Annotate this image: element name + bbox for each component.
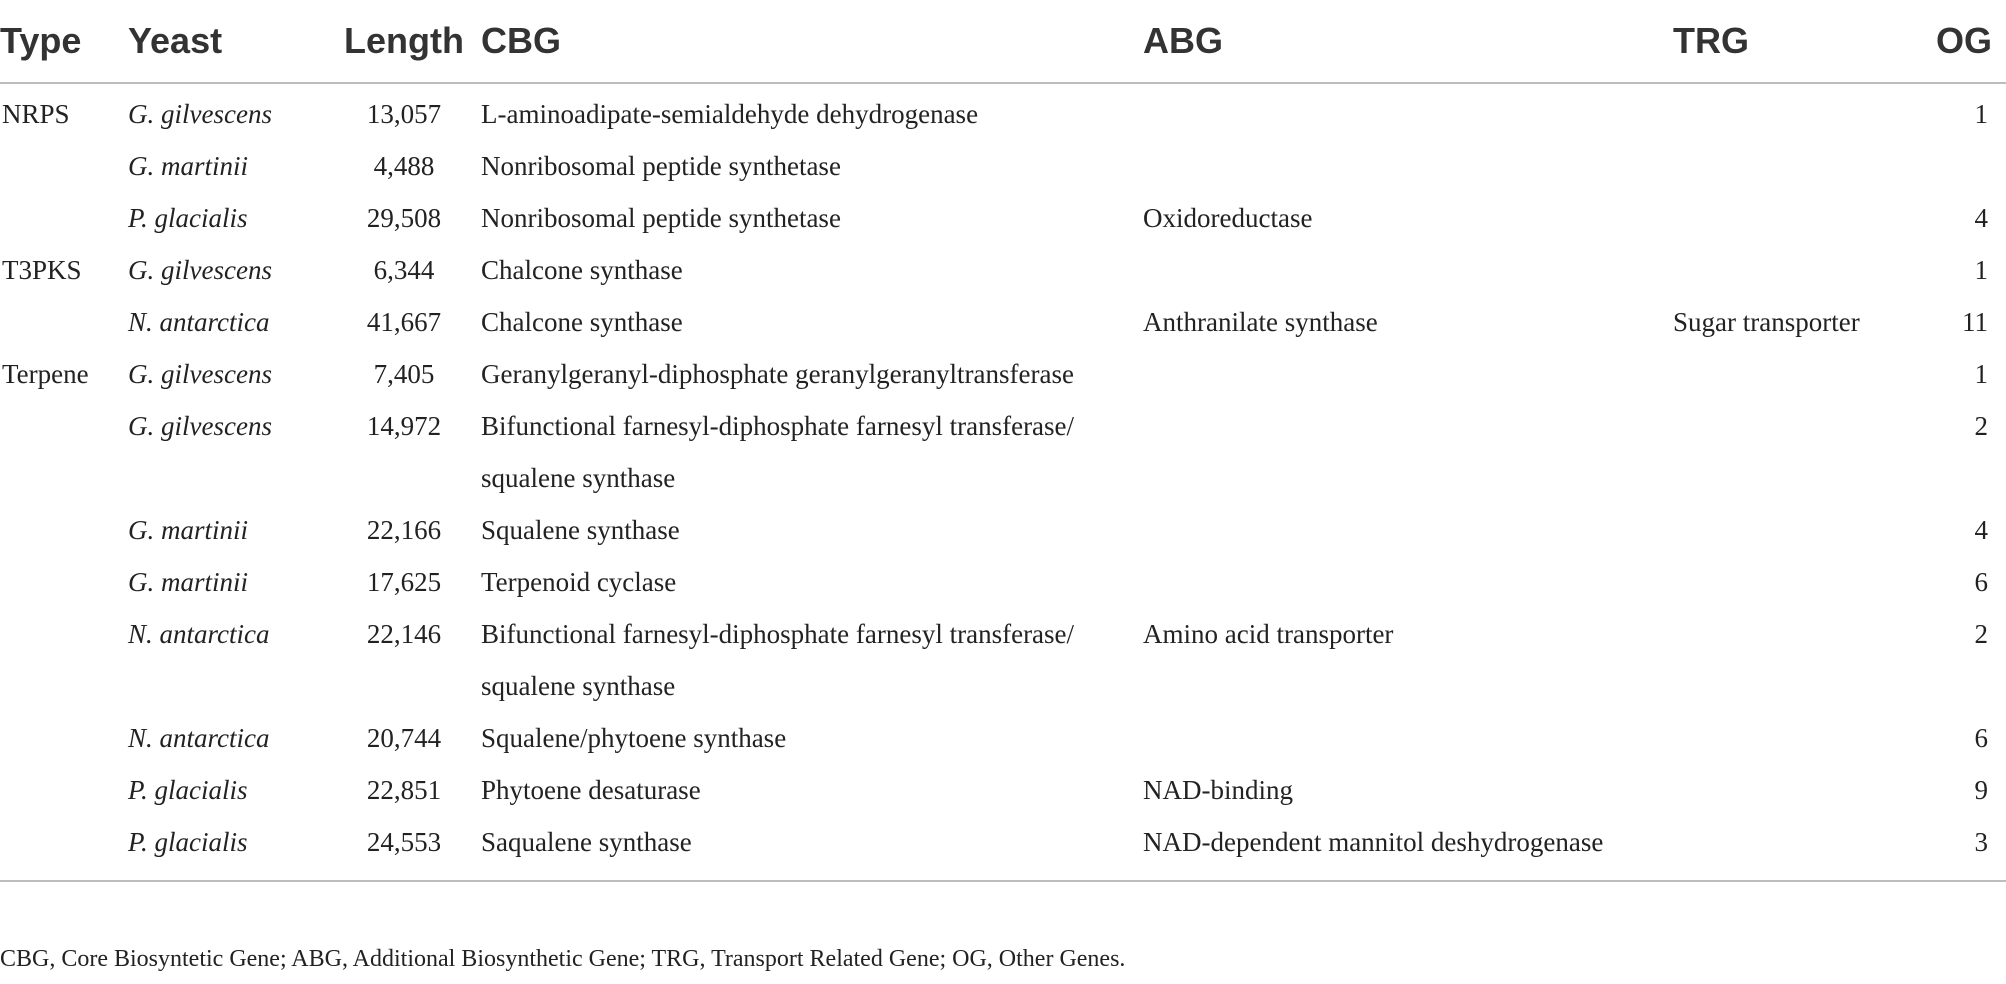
cell-cbg: Chalcone synthase xyxy=(481,255,683,285)
cell-yeast: G. martinii xyxy=(128,151,249,181)
cell-trg xyxy=(1673,608,1936,712)
cell-trg xyxy=(1673,244,1936,296)
cell-length: 22,146 xyxy=(366,619,442,649)
cell-cbg: Terpenoid cyclase xyxy=(481,567,677,597)
cell-trg xyxy=(1673,816,1936,870)
cell-og: 3 xyxy=(1974,827,1988,857)
table-row xyxy=(0,348,2006,400)
cell-length: 41,667 xyxy=(366,307,442,337)
cell-abg xyxy=(1143,400,1673,504)
table-row xyxy=(0,400,2006,504)
header-og: OG xyxy=(1936,0,2006,83)
cell-trg xyxy=(1673,140,1936,192)
cell-og: 6 xyxy=(1974,567,1988,597)
cell-abg: Oxidoreductase xyxy=(1143,203,1313,233)
table-bottom-rule xyxy=(0,880,2006,882)
cell-trg xyxy=(1673,712,1936,764)
table-row xyxy=(0,83,2006,140)
cell-og: 4 xyxy=(1974,515,1988,545)
cell-type: NRPS xyxy=(2,99,70,129)
cell-length: 13,057 xyxy=(366,99,442,129)
cell-cbg: Squalene synthase xyxy=(481,515,680,545)
cell-cbg: Chalcone synthase xyxy=(481,307,683,337)
cell-abg: NAD-dependent mannitol deshydrogenase xyxy=(1143,827,1604,857)
table-footnote: CBG, Core Biosyntetic Gene; ABG, Additional Biosynthetic Gene; TRG, Transport Related Gene; OG, Other Genes. xyxy=(0,946,1126,972)
cell-yeast: G. gilvescens xyxy=(128,359,272,389)
cell-abg xyxy=(1143,712,1673,764)
cell-type: Terpene xyxy=(2,359,89,389)
cell-og: 1 xyxy=(1974,255,1988,285)
cell-og: 1 xyxy=(1974,359,1988,389)
cell-yeast: G. martinii xyxy=(128,567,249,597)
cell-length: 20,744 xyxy=(366,723,442,753)
cell-cbg: Nonribosomal peptide synthetase xyxy=(481,203,841,233)
cell-type: T3PKS xyxy=(2,255,82,285)
table-row xyxy=(0,140,2006,192)
cell-abg xyxy=(1143,348,1673,400)
cell-length: 6,344 xyxy=(373,255,435,285)
cell-abg xyxy=(1143,244,1673,296)
header-length: Length xyxy=(323,0,473,83)
cell-cbg: Squalene/phytoene synthase xyxy=(481,723,787,753)
header-abg: ABG xyxy=(1143,0,1673,83)
cell-og: 2 xyxy=(1974,619,1988,649)
cell-length: 24,553 xyxy=(366,827,442,857)
cell-og: 11 xyxy=(1962,307,1988,337)
cell-cbg: Nonribosomal peptide synthetase xyxy=(481,151,841,181)
cell-yeast: P. glacialis xyxy=(128,775,248,805)
header-yeast: Yeast xyxy=(128,0,323,83)
cell-abg xyxy=(1143,556,1673,608)
cell-length: 22,851 xyxy=(366,775,442,805)
table-row xyxy=(0,764,2006,816)
cell-og: 4 xyxy=(1974,203,1988,233)
header-type: Type xyxy=(0,0,128,83)
table-row xyxy=(0,816,2006,870)
header-cbg: CBG xyxy=(473,0,1143,83)
cell-trg xyxy=(1673,764,1936,816)
cell-type xyxy=(0,764,128,816)
cell-abg xyxy=(1143,140,1673,192)
header-trg: TRG xyxy=(1673,0,1936,83)
table-row xyxy=(0,712,2006,764)
cell-og: 2 xyxy=(1974,411,1988,441)
cell-yeast: G. gilvescens xyxy=(128,411,272,441)
cell-yeast: P. glacialis xyxy=(128,203,248,233)
cell-length: 4,488 xyxy=(373,151,435,181)
cell-yeast: P. glacialis xyxy=(128,827,248,857)
table-row xyxy=(0,296,2006,348)
cell-cbg: Bifunctional farnesyl-diphosphate farnesyl transferase/ squalene synthase xyxy=(481,619,1075,701)
cell-yeast: N. antarctica xyxy=(128,619,270,649)
cell-abg xyxy=(1143,504,1673,556)
cell-length: 7,405 xyxy=(373,359,435,389)
cell-trg xyxy=(1673,556,1936,608)
cell-og xyxy=(1936,140,2006,192)
cell-og: 6 xyxy=(1974,723,1988,753)
cell-cbg: Saqualene synthase xyxy=(481,827,692,857)
cell-abg: Anthranilate synthase xyxy=(1143,307,1378,337)
table-row xyxy=(0,192,2006,244)
cell-type xyxy=(0,712,128,764)
cell-trg xyxy=(1673,83,1936,140)
table-row xyxy=(0,504,2006,556)
cell-yeast: G. gilvescens xyxy=(128,255,272,285)
table-row xyxy=(0,244,2006,296)
cell-cbg: L-aminoadipate-semialdehyde dehydrogenase xyxy=(481,99,979,129)
cell-type xyxy=(0,140,128,192)
cell-abg xyxy=(1143,83,1673,140)
cell-cbg: Phytoene desaturase xyxy=(481,775,701,805)
cell-trg xyxy=(1673,192,1936,244)
table-row xyxy=(0,556,2006,608)
cell-cbg: Bifunctional farnesyl-diphosphate farnesyl transferase/ squalene synthase xyxy=(481,411,1075,493)
cell-length: 14,972 xyxy=(366,411,442,441)
cell-type xyxy=(0,192,128,244)
cell-og: 1 xyxy=(1974,99,1988,129)
table-body xyxy=(0,83,2006,870)
cell-trg xyxy=(1673,400,1936,504)
cell-og: 9 xyxy=(1974,775,1988,805)
cell-cbg: Geranylgeranyl-diphosphate geranylgeranyltransferase xyxy=(481,359,1074,389)
cell-type xyxy=(0,556,128,608)
cell-trg: Sugar transporter xyxy=(1673,307,1860,337)
cell-length: 22,166 xyxy=(366,515,442,545)
cell-type xyxy=(0,608,128,712)
cell-yeast: N. antarctica xyxy=(128,723,270,753)
cell-trg xyxy=(1673,504,1936,556)
cell-type xyxy=(0,504,128,556)
cell-length: 17,625 xyxy=(366,567,442,597)
cell-type xyxy=(0,816,128,870)
cell-trg xyxy=(1673,348,1936,400)
table-row xyxy=(0,608,2006,712)
cell-type xyxy=(0,296,128,348)
cell-type xyxy=(0,400,128,504)
cell-yeast: G. gilvescens xyxy=(128,99,272,129)
cell-length: 29,508 xyxy=(366,203,442,233)
table-header xyxy=(0,0,2006,83)
cell-abg: NAD-binding xyxy=(1143,775,1293,805)
cell-abg: Amino acid transporter xyxy=(1143,619,1394,649)
cell-yeast: N. antarctica xyxy=(128,307,270,337)
cell-yeast: G. martinii xyxy=(128,515,249,545)
header-row xyxy=(0,0,2006,83)
